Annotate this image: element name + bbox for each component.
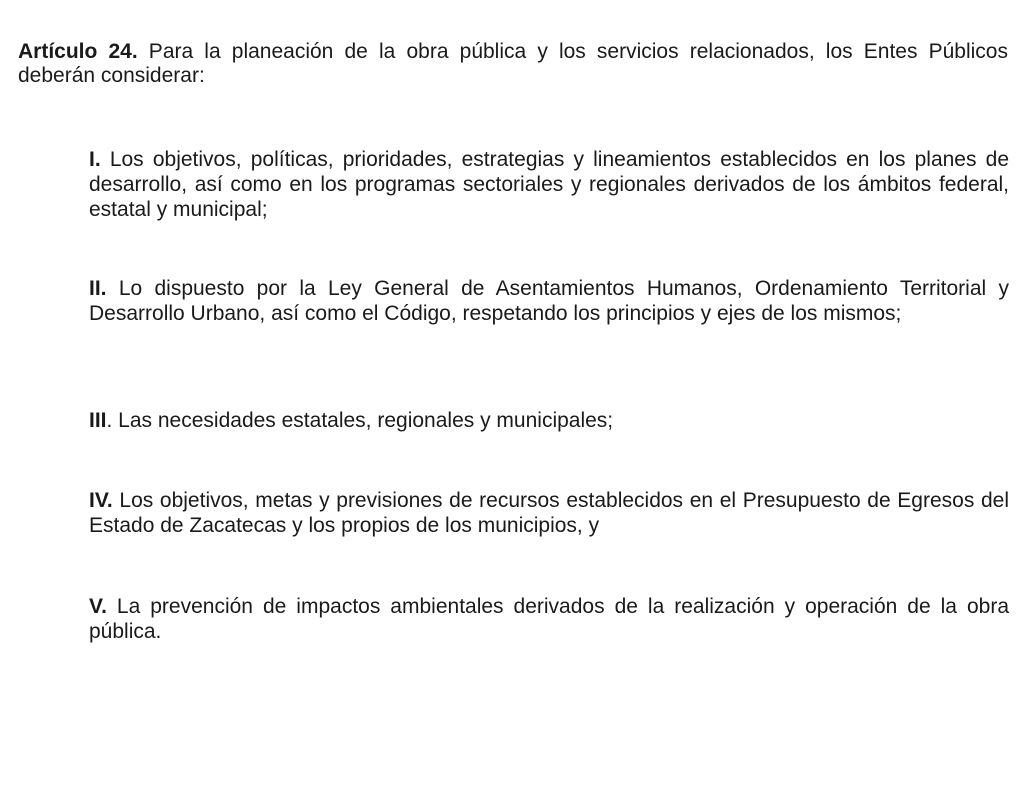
fraction-ii — [89, 276, 1009, 326]
fraction-text: Lo dispuesto por la Ley General de Asentamientos Humanos, Ordenamiento Territorial y Desarrollo Urbano, así como el Código, respetando los principios y ejes de los mismos; — [89, 277, 1009, 325]
fraction-numeral: I. — [89, 148, 101, 171]
article-number: Artículo 24. — [18, 40, 138, 63]
fraction-numeral: IV. — [89, 489, 113, 512]
article-intro-text: Para la planeación de la obra pública y los servicios relacionados, los Entes Públicos deberán considerar: — [18, 40, 1008, 87]
fraction-numeral: III — [89, 409, 107, 432]
article-24-intro — [18, 40, 1008, 88]
fraction-text: . Las necesidades estatales, regionales y municipales; — [106, 409, 614, 432]
fraction-text: Los objetivos, políticas, prioridades, estrategias y lineamientos establecidos en los planes de desarrollo, así como en los programas sectoriales y regionales derivados de los ámbitos federal, estatal y municipal; — [89, 148, 1009, 221]
fraction-numeral: II. — [89, 277, 107, 300]
fraction-text: La prevención de impactos ambientales derivados de la realización y operación de la obra pública. — [89, 595, 1009, 643]
fraction-iv — [89, 488, 1009, 538]
fraction-iii — [89, 408, 1009, 433]
fraction-v — [89, 594, 1009, 644]
fraction-i — [89, 147, 1009, 222]
fraction-numeral: V. — [89, 595, 107, 618]
fraction-text: Los objetivos, metas y previsiones de recursos establecidos en el Presupuesto de Egresos del Estado de Zacatecas y los propios de los municipios, y — [89, 489, 1009, 537]
